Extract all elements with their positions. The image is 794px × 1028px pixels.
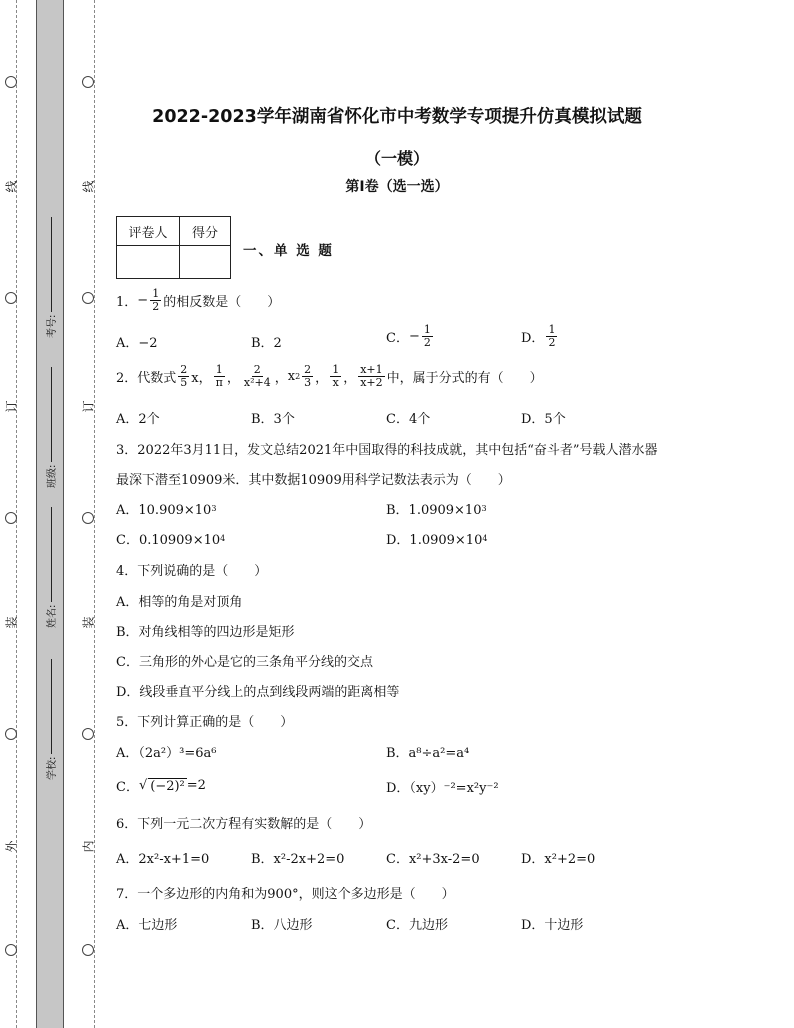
q5-option-c: C． √ (−2)² =2: [116, 778, 206, 795]
school-field: 学校:: [43, 659, 58, 780]
q6-option-c: C．x²+3x-2=0: [386, 852, 480, 867]
q6-option-b: B．x²-2x+2=0: [251, 852, 345, 867]
margin-char: 内: [81, 840, 96, 853]
margin-char: 线: [81, 180, 96, 193]
section-heading: 一、单 选 题: [243, 243, 334, 259]
question-3-line-1: 3．2022年3月11日，发文总结2021年中国取得的科技成就，其中包括“奋斗者”号载人潜水器: [116, 443, 658, 458]
question-3-line-2: 最深下潜至10909米．其中数据10909用科学记数法表示为（ ）: [116, 473, 511, 488]
binding-margin: [0, 0, 100, 1028]
q2-option-a: A．2个: [116, 412, 160, 427]
q3-option-d: D．1.0909×10 4: [386, 533, 488, 548]
q1-option-a: A．−2: [116, 336, 158, 351]
q1-option-b: B．2: [251, 336, 282, 351]
q1-option-c: C． − $\frac{1}{2}$: [386, 323, 431, 349]
q3-option-b: B．1.0909×10 3: [386, 503, 487, 518]
score-cell: [180, 246, 231, 279]
q2-option-b: B．3个: [251, 412, 295, 427]
q7-option-d: D．十边形: [521, 918, 584, 933]
binding-hole: [5, 292, 17, 304]
question-1: 1． − $\frac{1}{2}$ 的相反数是（ ）: [116, 287, 281, 313]
question-2: 2．代数式 $\frac{2}{5}$ x， $\frac{1}{\pi}$ ， $\frac{2}{\text{x²+4}}$ ， x 2 $\frac{2}{3}$ ， $\frac{1}{x}$ ， $\frac{x+1}{x+2}$ 中，属于分式的有（ ）: [116, 363, 543, 389]
q5-option-b: B．a⁸÷a²=a⁴: [386, 746, 470, 761]
q7-option-b: B．八边形: [251, 918, 313, 933]
q5-option-d: D．（xy）⁻²=x²y⁻²: [386, 781, 499, 796]
q1-option-d: D． $\frac{1}{2}$: [521, 323, 556, 349]
q3-option-c: C．0.10909×10 4: [116, 533, 226, 548]
q4-option-a: A．相等的角是对顶角: [116, 595, 243, 610]
margin-char: 订: [81, 400, 96, 413]
name-field: 姓名:: [43, 507, 58, 628]
q7-option-a: A．七边形: [116, 918, 178, 933]
margin-char: 外: [4, 840, 19, 853]
q5-option-a: A．（2a²）³=6a⁶: [116, 746, 217, 761]
binding-hole: [82, 76, 94, 88]
q4-option-b: B．对角线相等的四边形是矩形: [116, 625, 295, 640]
binding-hole: [82, 944, 94, 956]
binding-hole: [5, 76, 17, 88]
score-table: [116, 216, 231, 279]
q4-option-c: C．三角形的外心是它的三条角平分线的交点: [116, 655, 373, 670]
q6-option-d: D．x²+2=0: [521, 852, 596, 867]
binding-hole: [82, 728, 94, 740]
margin-char: 线: [4, 180, 19, 193]
q2-option-c: C．4个: [386, 412, 431, 427]
inner-dashed-line: [94, 0, 95, 1028]
q4-option-d: D．线段垂直平分线上的点到线段两端的距离相等: [116, 685, 400, 700]
grader-cell: [117, 246, 180, 279]
binding-hole: [82, 292, 94, 304]
page-title-sub: （一模）: [364, 149, 429, 168]
binding-hole: [5, 512, 17, 524]
margin-char: 装: [81, 616, 96, 629]
margin-char: 订: [4, 400, 19, 413]
binding-hole: [5, 944, 17, 956]
score-header: 得分: [180, 217, 231, 246]
exam-number-field: 考号:: [43, 217, 58, 338]
binding-hole: [5, 728, 17, 740]
question-4: 4．下列说确的是（ ）: [116, 564, 268, 579]
q7-option-c: C．九边形: [386, 918, 448, 933]
binding-hole: [82, 512, 94, 524]
volume-title: 第I卷（选一选）: [345, 179, 449, 195]
fraction: $\frac{1}{2}$: [152, 287, 160, 313]
margin-char: 装: [4, 616, 19, 629]
question-5: 5．下列计算正确的是（ ）: [116, 715, 294, 730]
q3-option-a: A．10.909×10 3: [116, 503, 217, 518]
page-title: 2022-2023学年湖南省怀化市中考数学专项提升仿真模拟试题: [152, 107, 642, 127]
q2-option-d: D．5个: [521, 412, 566, 427]
question-7: 7．一个多边形的内角和为900°，则这个多边形是（ ）: [116, 887, 455, 902]
grader-header: 评卷人: [117, 217, 180, 246]
q6-option-a: A．2x²-x+1=0: [116, 852, 210, 867]
question-6: 6．下列一元二次方程有实数解的是（ ）: [116, 817, 372, 832]
class-field: 班级:: [43, 367, 58, 488]
